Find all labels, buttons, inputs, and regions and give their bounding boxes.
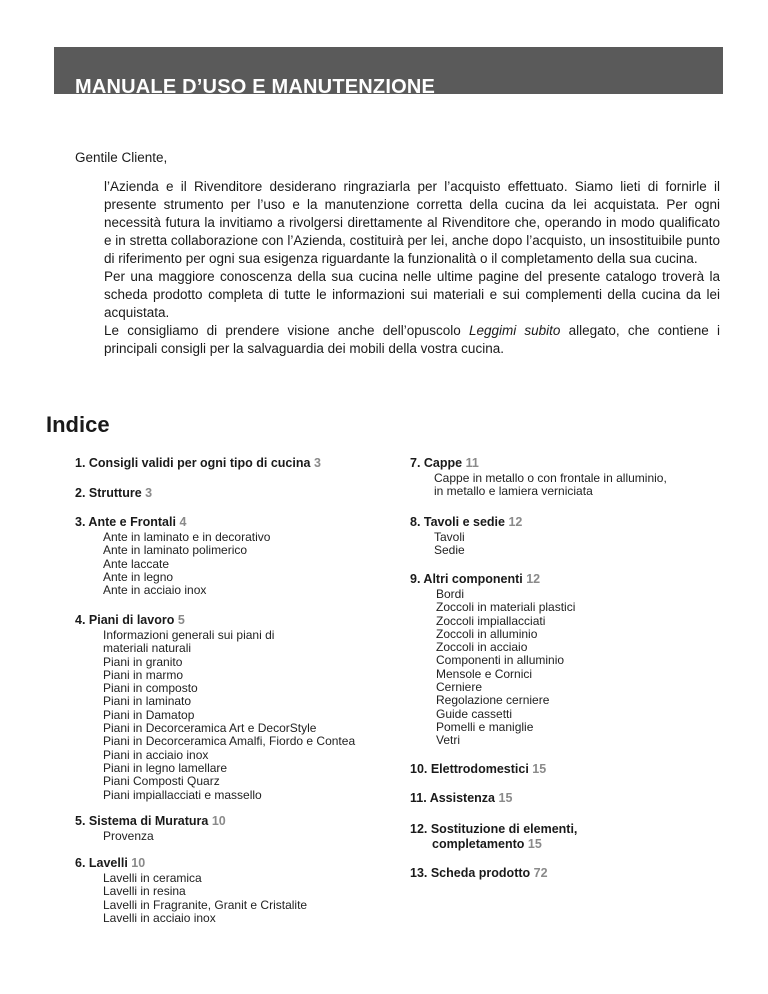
intro-paragraph-1: l’Azienda e il Rivenditore desiderano ringraziarla per l’acquisto effettuato. Siamo lieti di fornirle il presente strumento per l’uso e la manutenzione corretta della cucina da lei acquistata. Per ogni necessità futura la invitiamo a rivolgersi direttamente al Rivenditore che, operando in modo qualificato e in stretta collaborazione con l’Azienda, costituirà per lei, anche dopo l’acquisto, un insostituibile punto di riferimento per ogni sua esigenza riguardante la funzionalità o il completamento della sua cucina. [104, 179, 720, 266]
toc-page-number: 10 [211, 814, 226, 828]
toc-page-number: 12 [508, 515, 523, 529]
toc-label: 4. Piani di lavoro [75, 613, 175, 627]
toc-subitem[interactable]: Mensole e Cornici [436, 666, 533, 681]
toc-page-number: 72 [533, 866, 548, 880]
toc-subitem[interactable]: Zoccoli impiallacciati [436, 613, 546, 628]
toc-page-number: 15 [527, 837, 542, 851]
toc-subitem[interactable]: Lavelli in acciaio inox [103, 910, 216, 925]
toc-subitem[interactable]: Vetri [436, 733, 461, 748]
toc-sublist [103, 872, 307, 925]
toc-item-7[interactable] [410, 456, 667, 499]
toc-label-continued: completamento [432, 837, 525, 851]
toc-sublist [434, 531, 522, 558]
toc-item-2[interactable] [75, 486, 152, 501]
toc-subitem[interactable]: Ante in laminato polimerico [103, 543, 248, 558]
toc-subitem[interactable]: Piani in acciaio inox [103, 747, 209, 762]
toc-subitem[interactable]: Componenti in alluminio [436, 653, 565, 668]
document-title: MANUALE D’USO E MANUTENZIONE [75, 76, 436, 98]
toc-label: 8. Tavoli e sedie [410, 515, 505, 529]
toc-label: 3. Ante e Frontali [75, 515, 176, 529]
toc-page-number: 5 [177, 613, 185, 627]
toc-page-number: 3 [145, 486, 153, 500]
toc-sublist [436, 588, 575, 748]
toc-item-9[interactable] [410, 572, 575, 748]
toc-page-number: 12 [526, 572, 541, 586]
toc-subitem[interactable]: Lavelli in ceramica [103, 871, 202, 885]
toc-sublist [103, 531, 270, 597]
toc-subitem[interactable]: Cerniere [436, 680, 483, 695]
toc-item-3[interactable] [75, 515, 270, 597]
toc-page-number: 10 [131, 856, 146, 870]
toc-subitem[interactable]: materiali naturali [103, 641, 192, 656]
toc-subitem[interactable]: Informazioni generali sui piani di [103, 628, 275, 642]
toc-label: 1. Consigli validi per ogni tipo di cucina [75, 456, 311, 470]
toc-subitem[interactable]: in metallo e lamiera verniciata [434, 484, 593, 499]
toc-subitem[interactable]: Tavoli [434, 530, 465, 544]
toc-item-13[interactable] [410, 866, 548, 881]
toc-page-number: 15 [498, 791, 513, 805]
toc-item-5[interactable] [75, 814, 226, 843]
toc-label: 12. Sostituzione di elementi, [410, 822, 578, 836]
greeting: Gentile Cliente, [75, 150, 168, 165]
toc-sublist [103, 629, 355, 802]
toc-item-1[interactable] [75, 456, 321, 471]
toc-subitem[interactable]: Pomelli e maniglie [436, 719, 534, 734]
toc-subitem[interactable]: Piani in legno lamellare [103, 760, 228, 775]
toc-label: 11. Assistenza [410, 791, 496, 805]
toc-subitem[interactable]: Guide cassetti [436, 706, 513, 721]
toc-subitem[interactable]: Piani impiallacciati e massello [103, 787, 262, 802]
toc-item-6[interactable] [75, 856, 307, 925]
toc-page-number: 11 [465, 456, 479, 470]
toc-subitem[interactable]: Piani in marmo [103, 667, 184, 682]
toc-subitem[interactable]: Bordi [436, 587, 465, 601]
toc-label: 10. Elettrodomestici [410, 762, 529, 776]
toc-subitem[interactable]: Piani in composto [103, 681, 198, 696]
intro-paragraph-2: Per una maggiore conoscenza della sua cucina nelle ultime pagine del presente catalogo troverà la scheda prodotto completa di tutte le informazioni sui materiali e sui complementi della cucina da lei acquistata. [104, 269, 720, 320]
toc-subitem[interactable]: Ante in legno [103, 569, 174, 584]
toc-subitem[interactable]: Piani in laminato [103, 694, 192, 709]
toc-page-number: 15 [532, 762, 547, 776]
toc-subitem[interactable]: Piani in granito [103, 654, 183, 669]
intro-paragraph-3-end: allegato, che contiene i principali consigli per la salvaguardia dei mobili della vostra cucina. [104, 323, 720, 356]
toc-item-10[interactable] [410, 762, 546, 777]
toc-label: 7. Cappe [410, 456, 463, 470]
intro-paragraph-3 [104, 322, 720, 358]
toc-subitem[interactable]: Lavelli in Fragranite, Granit e Cristalite [103, 897, 308, 912]
toc-subitem[interactable]: Zoccoli in alluminio [436, 626, 538, 641]
toc-page-number: 3 [313, 456, 321, 470]
toc-subitem[interactable]: Ante in laminato e in decorativo [103, 530, 271, 544]
intro-paragraph-3-start: Le consigliamo di prendere visione anche dell’opuscolo [104, 323, 469, 338]
toc-subitem[interactable]: Ante in acciaio inox [103, 583, 207, 598]
toc-label: 2. Strutture [75, 486, 142, 500]
toc-subitem[interactable]: Zoccoli in materiali plastici [436, 600, 576, 615]
toc-item-4[interactable] [75, 613, 355, 802]
toc-label: 13. Scheda prodotto [410, 866, 531, 880]
toc-item-12[interactable] [410, 822, 577, 852]
toc-label: 9. Altri componenti [410, 572, 523, 586]
toc-subitem[interactable]: Provenza [103, 829, 154, 843]
toc-label: 5. Sistema di Muratura [75, 814, 209, 828]
toc-label: 6. Lavelli [75, 856, 128, 870]
toc-item-8[interactable] [410, 515, 522, 558]
toc-subitem[interactable]: Ante laccate [103, 556, 170, 571]
toc-subitem[interactable]: Piani in Decorceramica Amalfi, Fiordo e Contea [103, 734, 356, 749]
toc-item-11[interactable] [410, 791, 512, 806]
toc-subitem[interactable]: Sedie [434, 543, 465, 558]
index-title: Indice [46, 412, 110, 437]
toc-subitem[interactable]: Lavelli in resina [103, 884, 186, 899]
toc-subitem[interactable]: Zoccoli in acciaio [436, 640, 528, 655]
toc-subitem[interactable]: Piani Composti Quarz [103, 774, 220, 789]
toc-page-number: 4 [179, 515, 187, 529]
toc-subitem[interactable]: Cappe in metallo o con frontale in alluminio, [434, 471, 667, 485]
toc-subitem[interactable]: Piani in Damatop [103, 707, 195, 722]
intro-text [104, 178, 720, 358]
toc-sublist [103, 830, 226, 843]
toc-subitem[interactable]: Regolazione cerniere [436, 693, 550, 708]
toc-subitem[interactable]: Piani in Decorceramica Art e DecorStyle [103, 721, 317, 736]
booklet-title: Leggimi subito [468, 323, 561, 338]
toc-sublist [434, 472, 667, 499]
